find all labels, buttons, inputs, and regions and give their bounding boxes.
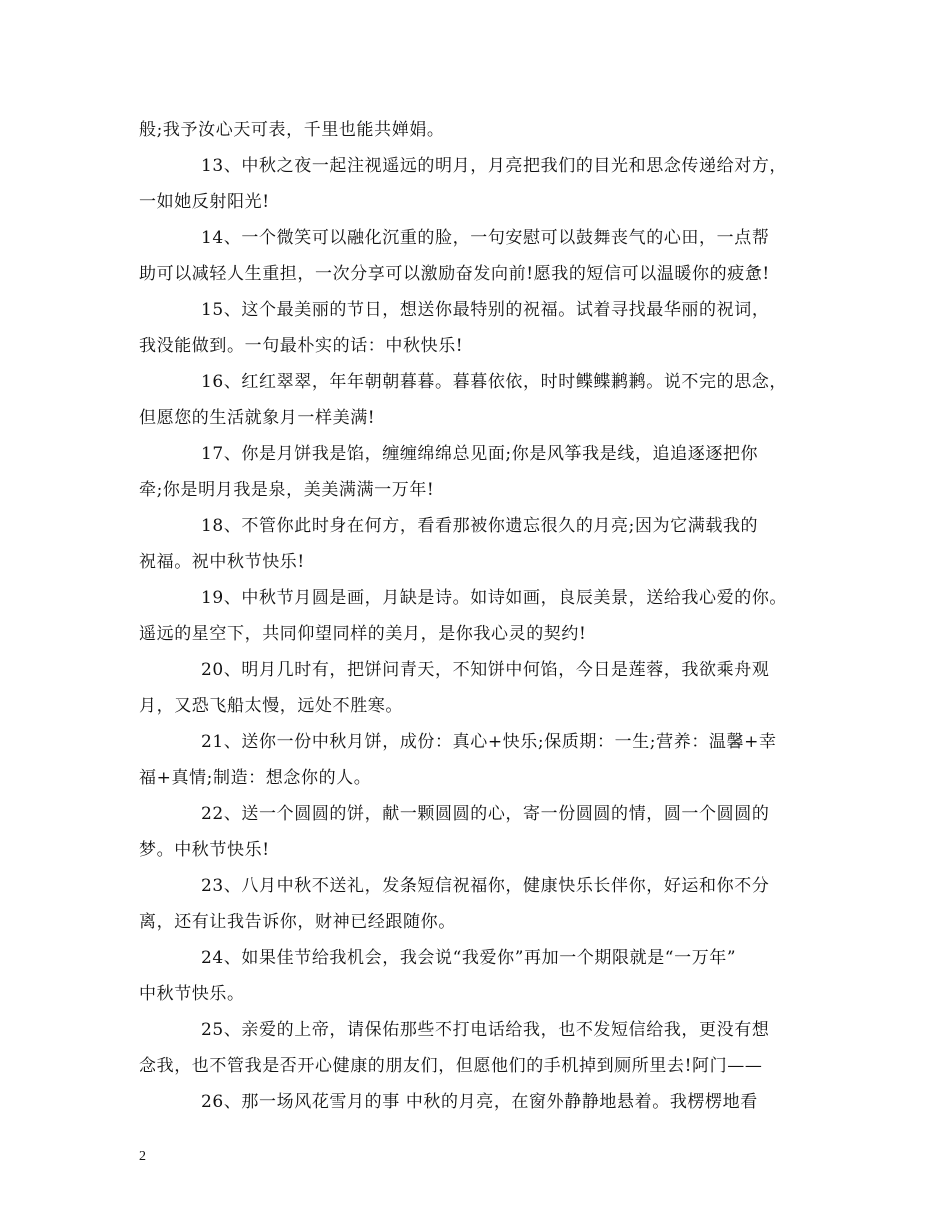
text-line: 16、红红翠翠，年年朝朝暮暮。暮暮依依，时时鲽鲽鹣鹣。说不完的思念， <box>201 372 788 392</box>
text-line: 18、不管你此时身在何方，看看那被你遗忘很久的月亮;因为它满载我的 <box>201 516 759 536</box>
text-line: 20、明月几时有，把饼问青天，不知饼中何馅，今日是莲蓉，我欲乘舟观 <box>201 660 770 680</box>
text-line: 22、送一个圆圆的饼，献一颗圆圆的心，寄一份圆圆的情，圆一个圆圆的 <box>201 804 770 824</box>
text-line: 牵;你是明月我是泉，美美满满一万年! <box>139 480 435 500</box>
text-line: 助可以减轻人生重担，一次分享可以激励奋发向前!愿我的短信可以温暖你的疲惫! <box>139 264 770 284</box>
text-line: 离，还有让我告诉你，财神已经跟随你。 <box>139 912 456 932</box>
text-line: 15、这个最美丽的节日，想送你最特别的祝福。试着寻找最华丽的祝词， <box>201 300 770 320</box>
text-line: 13、中秋之夜一起注视遥远的明月，月亮把我们的目光和思念传递给对方， <box>201 156 788 176</box>
text-line: 梦。中秋节快乐! <box>139 840 270 860</box>
text-line: 23、八月中秋不送礼，发条短信祝福你，健康快乐长伴你，好运和你不分 <box>201 876 770 896</box>
text-line: 祝福。祝中秋节快乐! <box>139 552 305 572</box>
text-line: 25、亲爱的上帝，请保佑那些不打电话给我，也不发短信给我，更没有想 <box>201 1020 770 1040</box>
text-line: 福+真情;制造：想念你的人。 <box>139 768 372 788</box>
text-line: 17、你是月饼我是馅，缠缠绵绵总见面;你是风筝我是线，追追逐逐把你 <box>201 444 759 464</box>
text-line: 14、一个微笑可以融化沉重的脸，一句安慰可以鼓舞丧气的心田，一点帮 <box>201 228 770 248</box>
text-line: 月，又恐飞船太慢，远处不胜寒。 <box>139 696 403 716</box>
text-line: 但愿您的生活就象月一样美满! <box>139 408 376 428</box>
text-line: 19、中秋节月圆是画，月缺是诗。如诗如画，良辰美景，送给我心爱的你。 <box>201 588 788 608</box>
text-line: 遥远的星空下，共同仰望同样的美月，是你我心灵的契约! <box>139 624 587 644</box>
text-line: 我没能做到。一句最朴实的话：中秋快乐! <box>139 336 464 356</box>
text-line: 念我，也不管我是否开心健康的朋友们，但愿他们的手机掉到厕所里去!阿门—— <box>139 1056 763 1076</box>
text-line: 21、送你一份中秋月饼，成份：真心+快乐;保质期：一生;营养：温馨+幸 <box>201 732 777 752</box>
text-line: 26、那一场风花雪月的事 中秋的月亮，在窗外静静地悬着。我楞楞地看 <box>201 1092 758 1112</box>
text-line: 般;我予汝心天可表，千里也能共婵娟。 <box>139 120 445 140</box>
document-body <box>139 112 819 1120</box>
text-line: 一如她反射阳光! <box>139 192 270 212</box>
text-line: 24、如果佳节给我机会，我会说“我爱你”再加一个期限就是“一万年” <box>201 948 737 968</box>
page-number: 2 <box>139 1149 146 1164</box>
text-line: 中秋节快乐。 <box>139 984 245 1004</box>
